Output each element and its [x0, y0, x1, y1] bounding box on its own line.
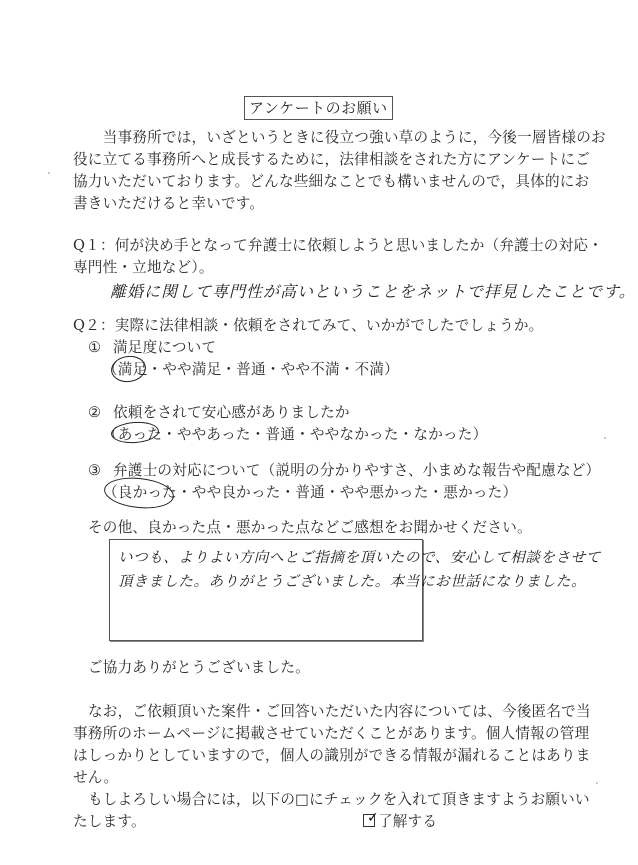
- closing-thanks: ご協力ありがとうございました。: [88, 659, 310, 676]
- option-somewhat-no[interactable]: ややなかった: [309, 426, 399, 443]
- q2-item-3-number: ③: [88, 462, 102, 479]
- q2-item-1-options: （満足・やや満足・普通・やや不満・不満）: [103, 361, 399, 378]
- consent-label: 了解する: [378, 813, 438, 830]
- scan-speck: [604, 437, 606, 439]
- comments-handwritten-line-2: 頂きました。ありがとうございました。本当にお世話になりました。: [118, 574, 587, 590]
- notice-line-4: せん。: [73, 769, 119, 786]
- option-somewhat-good[interactable]: やや良かった: [191, 484, 281, 501]
- q2-item-3-label: 弁護士の対応について（説明の分かりやすさ、小まめな報告や配慮など）: [113, 462, 601, 479]
- comments-prompt: その他、良かった点・悪かった点などご感想をお聞かせください。: [88, 519, 532, 536]
- option-somewhat-yes[interactable]: ややあった: [176, 426, 251, 443]
- option-bad[interactable]: 悪かった: [443, 484, 503, 501]
- option-dissatisfied[interactable]: 不満: [354, 361, 385, 378]
- option-normal[interactable]: 普通: [295, 484, 325, 501]
- option-somewhat-dissatisfied[interactable]: やや不満: [280, 361, 340, 378]
- notice-line-3: はしっかりとしていますので，個人の識別ができる情報が漏れることはありま: [73, 747, 591, 764]
- q2-item-2-number: ②: [88, 404, 102, 421]
- intro-line-3: 協力いただいております。どんな些細なことでも構いませんので，具体的にお: [73, 173, 590, 190]
- q2-item-2-label: 依頼をされて安心感がありましたか: [113, 404, 350, 421]
- scan-speck: [596, 782, 598, 784]
- check-mark-icon: ✓: [367, 810, 379, 826]
- option-satisfied[interactable]: 満足: [117, 361, 148, 378]
- intro-line-1: 当事務所では，いざというときに役立つ強い草のように，今後一層皆様のお: [102, 129, 606, 146]
- option-normal[interactable]: 普通: [265, 426, 296, 443]
- q2-question: Q２：実際に法律相談・依頼をされてみて、いかがでしたでしょうか。: [73, 317, 544, 334]
- q1-handwritten-answer: 離婚に関して専門性が高いということをネットで拝見したことです。: [110, 282, 636, 301]
- option-good[interactable]: 良かった: [117, 484, 177, 501]
- option-no[interactable]: なかった: [413, 426, 473, 443]
- notice-line-1: なお，ご依頼頂いた案件・ご回答いただいた内容については、今後匿名で当: [88, 703, 591, 720]
- notice-line-2: 事務所のホームページに掲載させていただくことがあります。個人情報の管理: [73, 725, 590, 742]
- notice-line-5: もしよろしい場合には，以下の□にチェックを入れて頂きますようお願いい: [88, 791, 590, 808]
- q1-question-line-1: Q１：何が決め手となって弁護士に依頼しようと思いましたか（弁護士の対応・: [73, 237, 603, 254]
- option-somewhat-bad[interactable]: やや悪かった: [339, 484, 429, 501]
- q1-question-line-2: 専門性・立地など）。: [73, 259, 214, 276]
- comments-handwritten-line-1: いつも、よりよい方向へとご指摘を頂いたので、安心して相談をさせて: [118, 550, 601, 566]
- consent-checkbox[interactable]: [363, 810, 379, 827]
- option-somewhat-satisfied[interactable]: やや満足: [162, 361, 222, 378]
- q2-item-2-options: （あった・ややあった・普通・ややなかった・なかった）: [103, 426, 488, 443]
- q2-item-3-options: （良かった・やや良かった・普通・やや悪かった・悪かった）: [103, 484, 518, 501]
- q2-item-1-number: ①: [88, 339, 102, 356]
- intro-line-4: 書きいただけると幸いです。: [73, 195, 265, 212]
- notice-line-6: たします。: [73, 813, 146, 830]
- q2-item-1-label: 満足度について: [113, 339, 217, 356]
- consent-checkbox-row[interactable]: [363, 811, 437, 833]
- intro-line-2: 役に立てる事務所へと成長するために，法律相談をされた方にアンケートにご: [73, 151, 590, 168]
- scan-speck: [48, 172, 50, 174]
- option-normal[interactable]: 普通: [236, 361, 266, 378]
- option-yes[interactable]: あった: [117, 426, 163, 443]
- document-title: アンケートのお願い: [244, 96, 393, 120]
